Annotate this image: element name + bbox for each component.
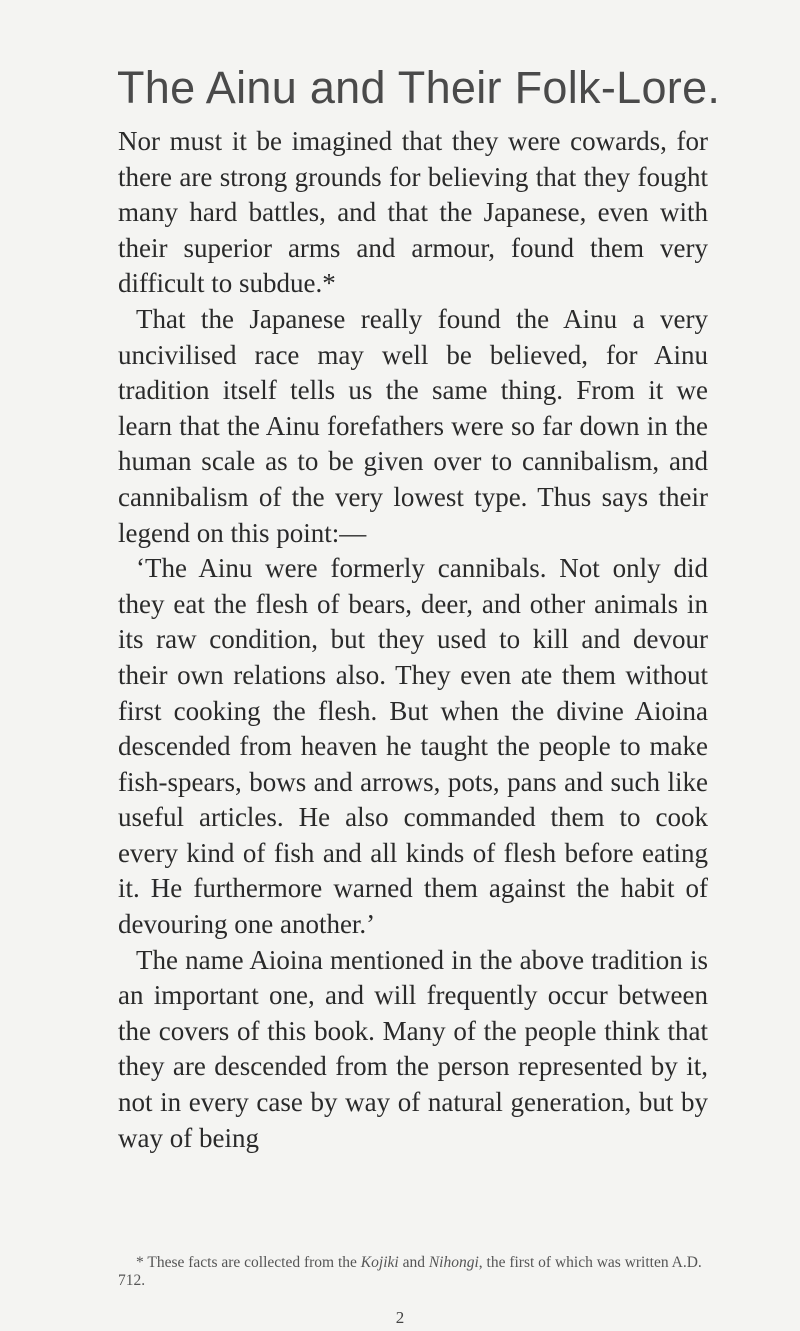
page-number: 2 [395, 1308, 405, 1327]
body-text [118, 124, 708, 1156]
paragraph-3-quote: ‘The Ainu were formerly cannibals. Not only did they eat the flesh of bears, deer, and other animals in its raw condition, but they used to kill and devour their own relations also. They even ate them without first cooking the flesh. But when the divine Aioina descended from heaven he taught the people to make fish-spears, bows and arrows, pots, pans and such like useful articles. He also commanded them to cook every kind of fish and all kinds of flesh before eating it. He furthermore warned them against the habit of devouring one another.’ [118, 553, 708, 940]
footnote [118, 1254, 708, 1290]
footnote-text-end: , the first of which was written A.D. 712. [118, 1254, 702, 1289]
footnote-text-mid: and [398, 1254, 429, 1271]
paragraph-1: Nor must it be imagined that they were cowards, for there are strong grounds for believing that they fought many hard battles, and that the Japanese, even with their superior arms and armour, found them very difficult to subdue.* [118, 126, 708, 299]
paragraph-4: The name Aioina mentioned in the above tradition is an important one, and will frequently occur between the covers of this book. Many of the people think that they are descended from the person represented by it, not in every case by way of natural generation, but by way of being [118, 944, 708, 1153]
running-header: The Ainu and Their Folk-Lore. [117, 62, 721, 113]
footnote-work-kojiki: Kojiki [360, 1254, 399, 1271]
footnote-text-start: * These facts are collected from the [136, 1254, 361, 1271]
footnote-work-nihongi: Nihongi [428, 1254, 479, 1271]
paragraph-2: That the Japanese really found the Ainu a very uncivilised race may well be believed, for Ainu tradition itself tells us the same thing. From it we learn that the Ainu forefathers were so far down in the human scale as to be given over to cannibalism, and cannibalism of the very lowest type. Thus says their legend on this point:— [118, 303, 708, 548]
